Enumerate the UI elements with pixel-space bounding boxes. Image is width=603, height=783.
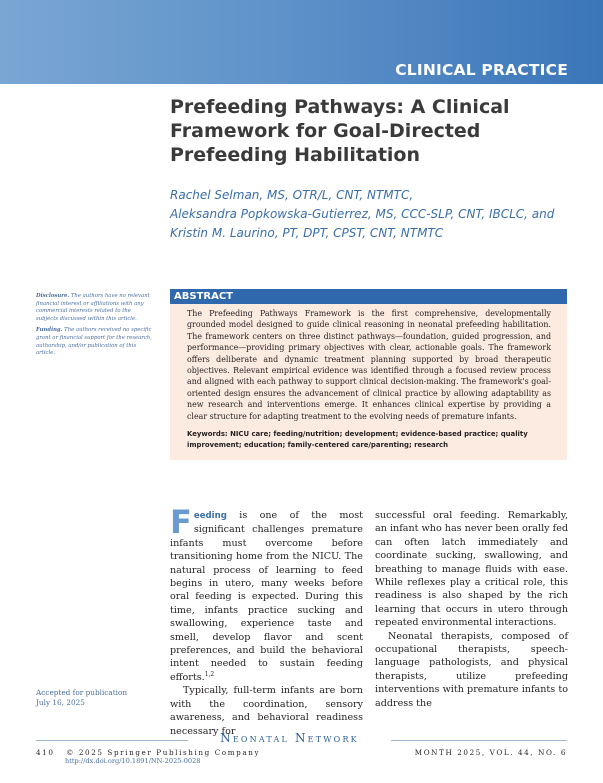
funding-note <box>36 327 154 357</box>
footer-left <box>36 748 260 757</box>
doi-link[interactable]: http://dx.doi.org/10.1891/NN-2025-0028 <box>65 757 201 765</box>
abstract-text: The Prefeeding Pathways Framework is the first comprehensive, developmentally grounded model designed to guide clinical reasoning in neonatal prefeeding habilitation. The framework centers on three distinct pathways—foundation, guided progression, and performance—providing primary objectives with clear, actionable goals. The framework offers deliberate and dynamic treatment planning supported by broad therapeutic objectives. Relevant empirical evidence was identified through a focused review process and aligned with each pathway to support clinical decision-making. The framework's goal-oriented design ensures the advancement of clinical practice by allowing adaptability as new research and interventions emerge. It enhances clinical expertise by providing a clear structure for adapting treatment to the evolving needs of premature infants. <box>187 309 551 421</box>
body-column-1 <box>170 503 363 738</box>
body-paragraph: successful oral feeding. Remarkably, an infant who has never been orally fed can often latch immediately and coordinate sucking, swallowing, and breathing to manage fluids with ease. While reflexes play a critical role, this readiness is also shaped by the rich learning that occurs in utero through repeated environmental interactions. <box>375 510 569 629</box>
body-paragraph: Neonatal therapists, composed of occupational therapists, speech-language pathologists, and physical therapists, utilize prefeeding interventions with premature infants to address the <box>375 630 568 709</box>
accepted-note <box>36 688 127 708</box>
funding-text: The authors received no specific grant or financial support for the research, authorship, and/or publication of this article. <box>36 327 152 357</box>
author-line: Kristin M. Laurino, PT, DPT, CPST, CNT, NTMTC <box>170 226 444 240</box>
section-label: CLINICAL PRACTICE <box>395 61 568 79</box>
disclosure-text: The authors have no relevant financial interest or affiliations with any commercial interests related to the subjects discussed within this article. <box>36 293 150 322</box>
author-line: Aleksandra Popkowska-Gutierrez, MS, CCC-SLP, CNT, IBCLC, and <box>170 207 555 221</box>
author-list <box>170 186 590 243</box>
accepted-label: Accepted for publication <box>36 688 128 697</box>
sidenote <box>36 293 154 362</box>
disclosure-note <box>36 293 154 323</box>
author-line: Rachel Selman, MS, OTR/L, CNT, NTMTC, <box>170 188 414 202</box>
abstract-box <box>170 289 567 460</box>
footer-rule-left <box>36 740 188 741</box>
lead-in: eeding <box>193 511 227 521</box>
body-paragraph: Typically, full-term infants are born with the coordination, sensory awareness, and behavioral readiness necessary for <box>170 685 363 737</box>
keywords: Keywords: NICU care; feeding/nutrition; development; evidence-based practice; quality improvement; education; family-centered care/parenting; research <box>187 430 528 449</box>
paragraph-text: is one of the most significant challenges premature infants must overcome before transitioning home from the NICU. The natural process of learning to feed begins in utero, many weeks before oral feeding is expected. During this time, infants practice sucking and swallowing, experience taste and smell, develop flavor and scent preferences, and build the behavioral intent needed to sustain feeding efforts. <box>170 510 363 683</box>
drop-cap: F <box>170 503 192 541</box>
body-paragraph <box>170 503 363 684</box>
article-title: Prefeeding Pathways: A Clinical Framework for Goal-Directed Prefeeding Habilitation <box>170 96 510 166</box>
page-number: 410 <box>36 748 55 757</box>
journal-name: Neonatal Network <box>220 731 359 745</box>
issue-info: MONTH 2025, VOL. 44, NO. 6 <box>414 748 567 757</box>
body-column-2 <box>375 509 568 710</box>
abstract-heading: ABSTRACT <box>170 289 567 304</box>
funding-label: Funding. <box>36 327 63 334</box>
disclosure-label: Disclosure. <box>36 293 70 299</box>
citation: 1,2 <box>204 670 215 678</box>
footer-rule-right <box>391 740 567 741</box>
accepted-date: July 16, 2025 <box>36 698 85 707</box>
copyright: © 2025 Springer Publishing Company <box>66 748 261 757</box>
